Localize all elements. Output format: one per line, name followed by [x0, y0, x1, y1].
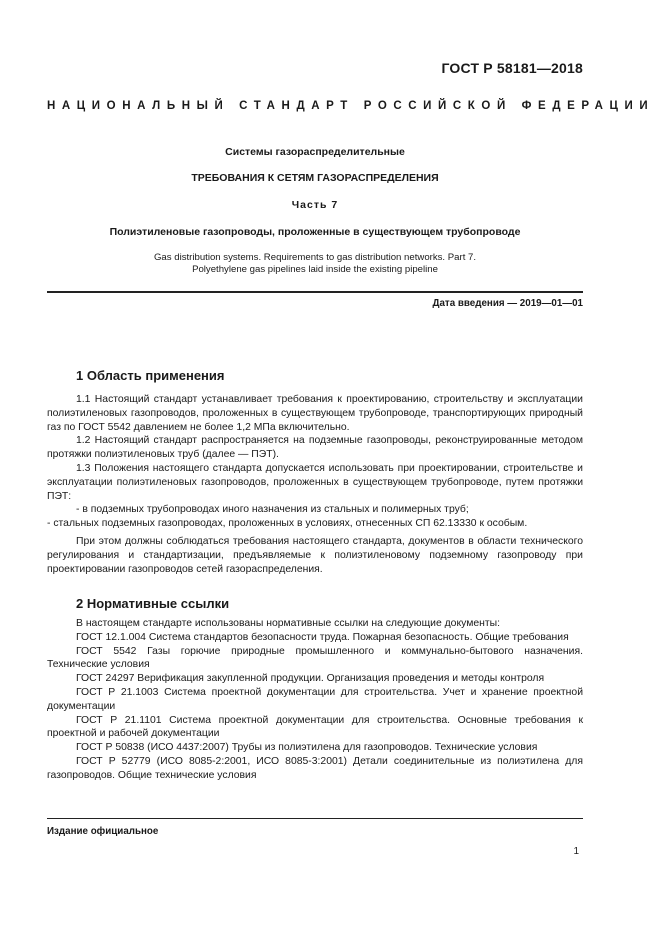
footer-divider: [47, 818, 583, 819]
paragraph-1-2: 1.2 Настоящий стандарт распространяется на подземные газопроводы, реконструированные методом протяжки полиэтиленовых труб (далее — ПЭТ).: [47, 435, 583, 461]
paragraph-1-3: 1.3 Положения настоящего стандарта допускается использовать при проектировании, строительстве и эксплуатации полиэтиленовых газопроводов, проложенных в существующем трубопроводе, путем протяжки ПЭТ:: [47, 462, 583, 502]
reference-item: ГОСТ Р 21.1101 Система проектной документации для строительства. Основные требования к проектной и рабочей документации: [47, 714, 583, 740]
introduction-date: Дата введения — 2019—01—01: [432, 298, 583, 309]
official-edition-label: Издание официальное: [47, 826, 159, 837]
paragraph-1-1: 1.1 Настоящий стандарт устанавливает требования к проектированию, строительству и эксплуатации полиэтиленовых газопроводов, проложенных в существующем трубопроводе, транспортирующих природный газ по ГОСТ 5542 давлением не более 1,2 МПа включительно.: [47, 394, 583, 433]
reference-item: ГОСТ 12.1.004 Система стандартов безопасности труда. Пожарная безопасность. Общие требования: [76, 631, 569, 643]
english-title-line-1: Gas distribution systems. Requirements to gas distribution networks. Part 7.: [153, 252, 477, 263]
section-1-body: [47, 393, 583, 576]
national-standard-title: НАЦИОНАЛЬНЫЙ СТАНДАРТ РОССИЙСКОЙ ФЕДЕРАЦИИ: [47, 100, 655, 112]
english-title: [47, 252, 583, 276]
reference-item: ГОСТ 24297 Верификация закупленной продукции. Организация проведения и методы контроля: [76, 673, 545, 685]
subtitle: Полиэтиленовые газопроводы, проложенные в существующем трубопроводе: [109, 226, 521, 238]
part-title: Часть 7: [291, 199, 339, 211]
list-item-2: - стальных подземных газопроводах, проложенных в условиях, отнесенных СП 62.13330 к особым.: [47, 518, 528, 530]
reference-item: ГОСТ Р 52779 (ИСО 8085-2:2001, ИСО 8085-3:2001) Детали соединительные из полиэтилена для газопроводов. Общие технические условия: [47, 755, 583, 781]
title-divider: [47, 291, 583, 293]
english-title-line-2: Polyethylene gas pipelines laid inside the existing pipeline: [192, 264, 438, 275]
list-item-1: - в подземных трубопроводах иного назначения из стальных и полимерных труб;: [76, 504, 469, 516]
page-number: 1: [573, 846, 579, 857]
reference-item: ГОСТ Р 21.1003 Система проектной документации для строительства. Учет и хранение проектной документации: [47, 686, 583, 712]
references-intro: В настоящем стандарте использованы нормативные ссылки на следующие документы:: [76, 618, 500, 629]
document-number: ГОСТ Р 58181—2018: [441, 60, 583, 76]
series-title: Системы газораспределительные: [225, 146, 405, 158]
section-2-heading: 2 Нормативные ссылки: [76, 596, 230, 611]
paragraph-1-4: При этом должны соблюдаться требования настоящего стандарта, документов в области технического регулирования и стандартизации, предъявляемые к полиэтиленовому подземному газопроводу при проектировании газопроводов сетей газораспределения.: [47, 535, 583, 575]
main-title: ТРЕБОВАНИЯ К СЕТЯМ ГАЗОРАСПРЕДЕЛЕНИЯ: [191, 172, 439, 184]
section-1-heading: 1 Область применения: [76, 368, 225, 383]
section-2-body: [47, 617, 583, 783]
reference-item: ГОСТ 5542 Газы горючие природные промышленного и коммунально-бытового назначения. Технические условия: [47, 645, 583, 671]
reference-item: ГОСТ Р 50838 (ИСО 4437:2007) Трубы из полиэтилена для газопроводов. Технические условия: [76, 742, 538, 754]
